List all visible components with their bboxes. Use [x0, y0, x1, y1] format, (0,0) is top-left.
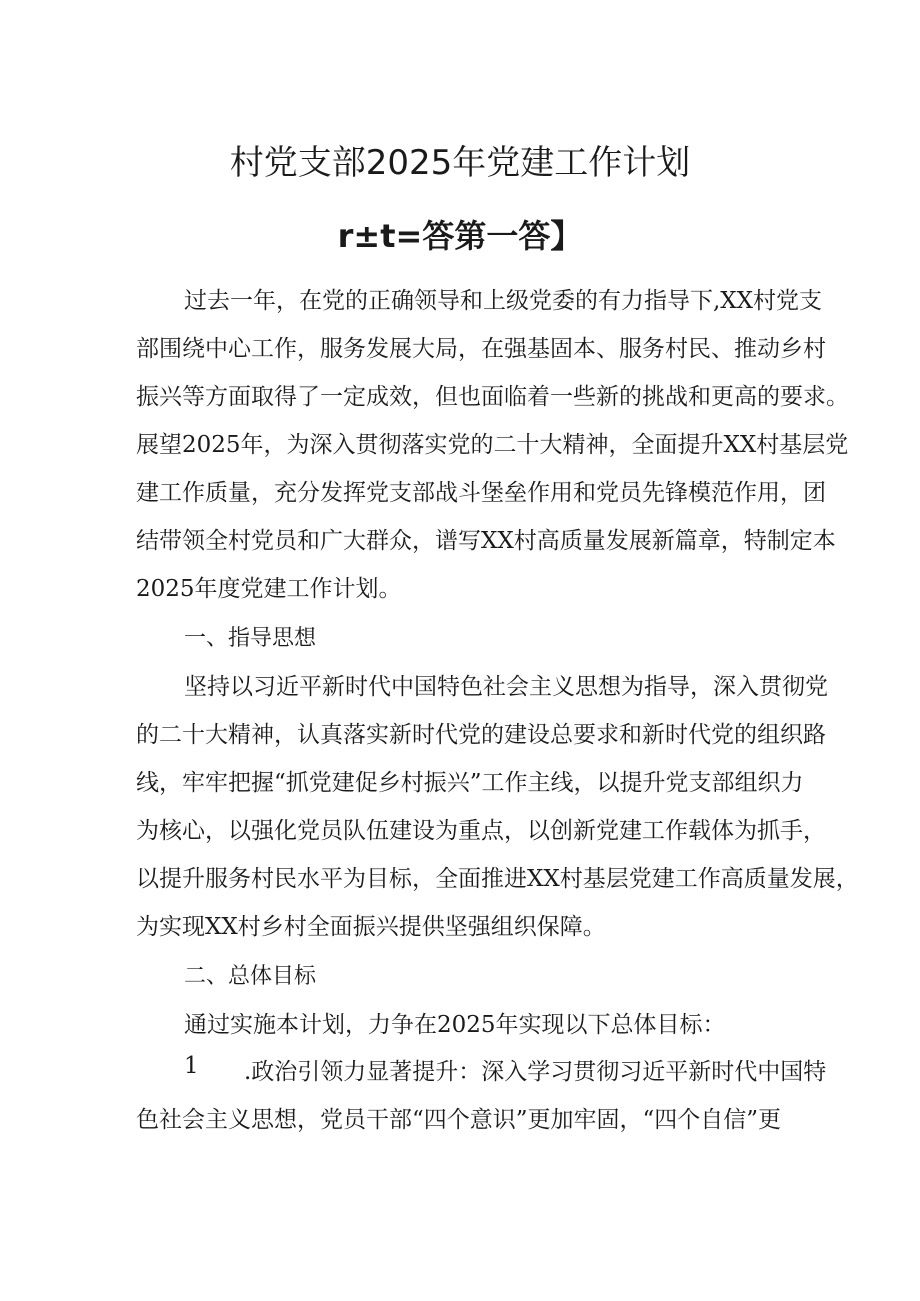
- intro-line-2: 部围绕中心工作，服务发展大局，在强基固本、服务村民、推动乡村: [136, 336, 826, 362]
- section-1-line-2: 的二十大精神，认真落实新时代党的建设总要求和新时代党的组织路: [136, 722, 826, 748]
- intro-line-4: 展望2025年，为深入贯彻落实党的二十大精神，全面提升XX村基层党: [136, 432, 849, 458]
- section-2-intro: 通过实施本计划，力争在2025年实现以下总体目标：: [184, 1012, 726, 1038]
- intro-line-3: 振兴等方面取得了一定成效，但也面临着一些新的挑战和更高的要求。: [136, 384, 849, 410]
- section-1-line-5: 以提升服务村民水平为目标，全面推进XX村基层党建工作高质量发展，: [136, 866, 859, 892]
- section-2-heading: 二、总体目标: [184, 964, 317, 989]
- document-subtitle: r±t=答第一答】: [337, 217, 583, 255]
- section-1-line-4: 为核心，以强化党员队伍建设为重点，以创新党建工作载体为抓手，: [136, 818, 826, 844]
- document-title: 村党支部2025年党建工作计划: [229, 143, 691, 183]
- intro-line-5: 建工作质量，充分发挥党支部战斗堡垒作用和党员先锋模范作用，团: [136, 480, 826, 506]
- intro-line-1: 过去一年，在党的正确领导和上级党委的有力指导下,XX村党支: [184, 288, 823, 314]
- intro-line-7: 2025年度党建工作计划。: [136, 576, 402, 602]
- item-1-line-1: .政治引领力显著提升：深入学习贯彻习近平新时代中国特: [244, 1059, 827, 1085]
- item-1-number: 1: [184, 1053, 199, 1079]
- section-1-heading: 一、指导思想: [184, 626, 317, 651]
- section-1-line-3: 线，牢牢把握“抓党建促乡村振兴”工作主线，以提升党支部组织力: [136, 770, 804, 796]
- item-1-line-2: 色社会主义思想，党员干部“四个意识”更加牢固，“四个自信”更: [136, 1107, 782, 1133]
- section-1-line-1: 坚持以习近平新时代中国特色社会主义思想为指导，深入贯彻党: [184, 674, 828, 700]
- section-1-line-6: 为实现XX村乡村全面振兴提供坚强组织保障。: [136, 914, 606, 940]
- intro-line-6: 结带领全村党员和广大群众，谱写XX村高质量发展新篇章，特制定本: [136, 528, 836, 554]
